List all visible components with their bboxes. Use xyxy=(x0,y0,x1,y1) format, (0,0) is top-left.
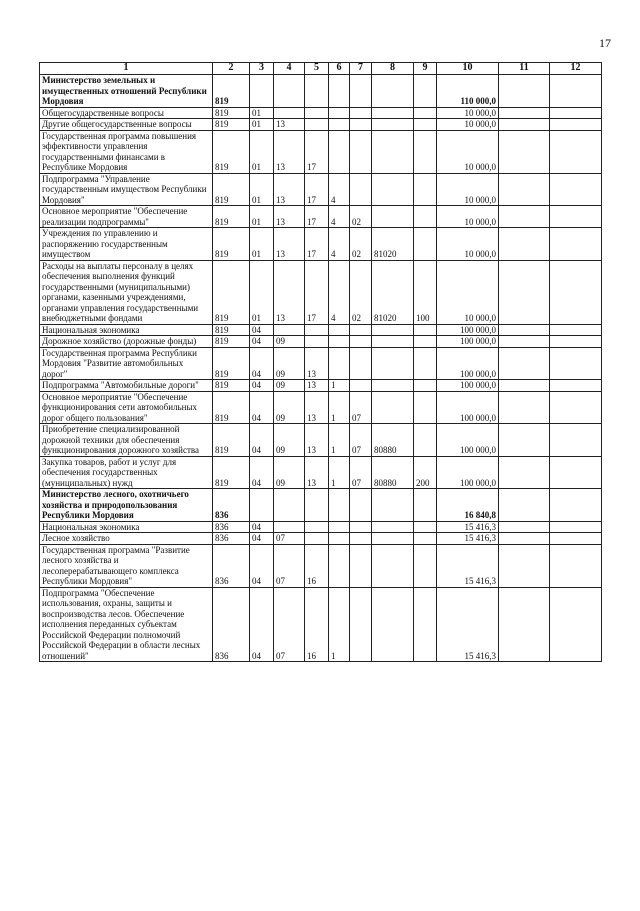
code-cell: 13 xyxy=(305,391,329,424)
code-cell xyxy=(274,107,305,119)
amount-cell: 100 000,0 xyxy=(437,424,499,457)
code-cell: 1 xyxy=(329,391,350,424)
code-cell xyxy=(372,206,414,228)
code-cell xyxy=(329,347,350,380)
code-cell: 04 xyxy=(250,336,274,348)
table-row xyxy=(40,206,602,228)
row-name-cell: Государственная программа "Развитие лесного хозяйства и лесоперерабатывающего комплекса Республики Мордовия" xyxy=(40,544,213,587)
code-cell: 1 xyxy=(329,456,350,489)
code-cell xyxy=(372,587,414,662)
code-cell xyxy=(305,489,329,522)
code-cell: 819 xyxy=(213,347,250,380)
code-cell xyxy=(350,533,372,545)
table-row xyxy=(40,324,602,336)
code-cell xyxy=(372,119,414,131)
code-cell xyxy=(499,75,550,108)
code-cell: 1 xyxy=(329,380,350,392)
code-cell: 13 xyxy=(305,347,329,380)
code-cell: 07 xyxy=(350,456,372,489)
code-cell xyxy=(350,336,372,348)
code-cell xyxy=(274,324,305,336)
table-row xyxy=(40,380,602,392)
code-cell: 1 xyxy=(329,587,350,662)
amount-cell: 10 000,0 xyxy=(437,260,499,324)
column-header: 10 xyxy=(437,63,499,75)
code-cell xyxy=(350,521,372,533)
code-cell: 01 xyxy=(250,173,274,206)
column-header: 6 xyxy=(329,63,350,75)
table-row xyxy=(40,489,602,522)
amount-cell: 15 416,3 xyxy=(437,544,499,587)
code-cell xyxy=(372,324,414,336)
code-cell xyxy=(350,587,372,662)
code-cell xyxy=(499,544,550,587)
amount-cell: 15 416,3 xyxy=(437,521,499,533)
code-cell xyxy=(550,533,602,545)
amount-cell: 100 000,0 xyxy=(437,391,499,424)
code-cell xyxy=(499,336,550,348)
code-cell xyxy=(329,521,350,533)
code-cell: 836 xyxy=(213,587,250,662)
code-cell xyxy=(550,324,602,336)
code-cell: 819 xyxy=(213,324,250,336)
code-cell: 01 xyxy=(250,119,274,131)
row-name-cell: Основное мероприятие "Обеспечение реализации подпрограммы" xyxy=(40,206,213,228)
code-cell xyxy=(350,107,372,119)
row-name-cell: Подпрограмма "Автомобильные дороги" xyxy=(40,380,213,392)
row-name-cell: Общегосударственные вопросы xyxy=(40,107,213,119)
code-cell xyxy=(550,173,602,206)
amount-cell: 10 000,0 xyxy=(437,228,499,261)
code-cell: 09 xyxy=(274,424,305,457)
code-cell xyxy=(414,587,437,662)
code-cell xyxy=(499,260,550,324)
code-cell xyxy=(499,587,550,662)
code-cell xyxy=(550,347,602,380)
code-cell xyxy=(550,544,602,587)
code-cell xyxy=(329,324,350,336)
code-cell xyxy=(499,391,550,424)
amount-cell: 15 416,3 xyxy=(437,587,499,662)
code-cell xyxy=(274,75,305,108)
page-number: 17 xyxy=(599,36,611,50)
code-cell xyxy=(499,107,550,119)
code-cell: 13 xyxy=(305,456,329,489)
code-cell xyxy=(499,206,550,228)
code-cell: 13 xyxy=(274,206,305,228)
amount-cell: 15 416,3 xyxy=(437,533,499,545)
code-cell xyxy=(305,336,329,348)
amount-cell: 10 000,0 xyxy=(437,130,499,173)
code-cell xyxy=(414,119,437,131)
code-cell xyxy=(414,228,437,261)
table-row xyxy=(40,533,602,545)
code-cell xyxy=(550,489,602,522)
row-name-cell: Другие общегосударственные вопросы xyxy=(40,119,213,131)
code-cell: 01 xyxy=(250,260,274,324)
amount-cell: 16 840,8 xyxy=(437,489,499,522)
code-cell xyxy=(329,544,350,587)
code-cell: 819 xyxy=(213,391,250,424)
table-row xyxy=(40,130,602,173)
code-cell xyxy=(329,119,350,131)
code-cell xyxy=(350,130,372,173)
budget-table xyxy=(39,62,602,662)
code-cell xyxy=(499,173,550,206)
code-cell: 01 xyxy=(250,130,274,173)
code-cell xyxy=(499,521,550,533)
code-cell xyxy=(372,173,414,206)
table-row xyxy=(40,119,602,131)
code-cell xyxy=(414,173,437,206)
code-cell: 819 xyxy=(213,424,250,457)
code-cell: 819 xyxy=(213,456,250,489)
code-cell xyxy=(499,489,550,522)
code-cell xyxy=(550,521,602,533)
code-cell: 1 xyxy=(329,424,350,457)
row-name-cell: Лесное хозяйство xyxy=(40,533,213,545)
code-cell xyxy=(350,119,372,131)
amount-cell: 110 000,0 xyxy=(437,75,499,108)
table-row xyxy=(40,424,602,457)
code-cell xyxy=(414,533,437,545)
code-cell: 200 xyxy=(414,456,437,489)
code-cell xyxy=(305,119,329,131)
table-row xyxy=(40,521,602,533)
code-cell xyxy=(414,347,437,380)
row-name-cell: Основное мероприятие "Обеспечение функционирования сети автомобильных дорог общего пользования" xyxy=(40,391,213,424)
code-cell: 819 xyxy=(213,336,250,348)
code-cell: 819 xyxy=(213,107,250,119)
code-cell: 13 xyxy=(274,228,305,261)
code-cell xyxy=(550,587,602,662)
code-cell xyxy=(372,391,414,424)
code-cell: 01 xyxy=(250,206,274,228)
code-cell: 17 xyxy=(305,206,329,228)
row-name-cell: Министерство земельных и имущественных отношений Республики Мордовия xyxy=(40,75,213,108)
table-header-row xyxy=(40,63,602,75)
amount-cell: 100 000,0 xyxy=(437,347,499,380)
code-cell: 02 xyxy=(350,228,372,261)
code-cell: 4 xyxy=(329,173,350,206)
code-cell xyxy=(372,544,414,587)
table-row xyxy=(40,75,602,108)
code-cell xyxy=(499,228,550,261)
code-cell xyxy=(350,544,372,587)
code-cell xyxy=(550,380,602,392)
code-cell xyxy=(250,75,274,108)
column-header: 2 xyxy=(213,63,250,75)
code-cell xyxy=(414,521,437,533)
code-cell xyxy=(550,130,602,173)
code-cell xyxy=(550,424,602,457)
code-cell xyxy=(350,489,372,522)
code-cell xyxy=(305,521,329,533)
amount-cell: 100 000,0 xyxy=(437,336,499,348)
code-cell xyxy=(350,380,372,392)
code-cell xyxy=(350,324,372,336)
code-cell xyxy=(550,206,602,228)
code-cell: 81020 xyxy=(372,228,414,261)
code-cell xyxy=(305,324,329,336)
row-name-cell: Национальная экономика xyxy=(40,521,213,533)
code-cell: 80880 xyxy=(372,424,414,457)
code-cell xyxy=(329,533,350,545)
code-cell xyxy=(550,456,602,489)
column-header: 9 xyxy=(414,63,437,75)
code-cell xyxy=(329,489,350,522)
amount-cell: 100 000,0 xyxy=(437,456,499,489)
column-header: 5 xyxy=(305,63,329,75)
code-cell xyxy=(329,75,350,108)
code-cell: 09 xyxy=(274,336,305,348)
code-cell xyxy=(372,336,414,348)
code-cell: 13 xyxy=(274,173,305,206)
code-cell: 04 xyxy=(250,521,274,533)
code-cell xyxy=(414,424,437,457)
code-cell xyxy=(372,347,414,380)
code-cell xyxy=(329,130,350,173)
code-cell xyxy=(414,544,437,587)
code-cell: 07 xyxy=(350,391,372,424)
row-name-cell: Закупка товаров, работ и услуг для обеспечения государственных (муниципальных) нужд xyxy=(40,456,213,489)
code-cell xyxy=(414,336,437,348)
column-header: 7 xyxy=(350,63,372,75)
table-row xyxy=(40,107,602,119)
code-cell xyxy=(372,75,414,108)
code-cell: 09 xyxy=(274,380,305,392)
code-cell xyxy=(499,533,550,545)
code-cell xyxy=(414,391,437,424)
row-name-cell: Подпрограмма "Управление государственным имуществом Республики Мордовия" xyxy=(40,173,213,206)
code-cell xyxy=(350,173,372,206)
code-cell: 04 xyxy=(250,587,274,662)
code-cell: 836 xyxy=(213,521,250,533)
code-cell: 04 xyxy=(250,347,274,380)
code-cell xyxy=(499,347,550,380)
amount-cell: 10 000,0 xyxy=(437,206,499,228)
code-cell xyxy=(550,107,602,119)
code-cell: 836 xyxy=(213,544,250,587)
table-row xyxy=(40,587,602,662)
code-cell xyxy=(372,107,414,119)
code-cell: 819 xyxy=(213,75,250,108)
code-cell: 836 xyxy=(213,533,250,545)
table-row xyxy=(40,391,602,424)
code-cell xyxy=(550,119,602,131)
amount-cell: 100 000,0 xyxy=(437,380,499,392)
code-cell xyxy=(329,107,350,119)
table-body xyxy=(40,75,602,662)
code-cell xyxy=(499,424,550,457)
code-cell: 07 xyxy=(274,587,305,662)
code-cell: 02 xyxy=(350,260,372,324)
code-cell: 81020 xyxy=(372,260,414,324)
code-cell xyxy=(499,119,550,131)
row-name-cell: Дорожное хозяйство (дорожные фонды) xyxy=(40,336,213,348)
code-cell: 819 xyxy=(213,130,250,173)
table-row xyxy=(40,228,602,261)
code-cell xyxy=(274,489,305,522)
code-cell xyxy=(305,107,329,119)
code-cell: 819 xyxy=(213,119,250,131)
table-row xyxy=(40,173,602,206)
row-name-cell: Приобретение специализированной дорожной техники для обеспечения функционирования дорожного хозяйства xyxy=(40,424,213,457)
column-header: 12 xyxy=(550,63,602,75)
code-cell: 13 xyxy=(274,260,305,324)
code-cell: 16 xyxy=(305,587,329,662)
code-cell xyxy=(550,391,602,424)
code-cell: 04 xyxy=(250,424,274,457)
code-cell: 836 xyxy=(213,489,250,522)
code-cell xyxy=(350,75,372,108)
code-cell xyxy=(499,380,550,392)
code-cell: 17 xyxy=(305,228,329,261)
code-cell: 01 xyxy=(250,107,274,119)
column-header: 1 xyxy=(40,63,213,75)
code-cell xyxy=(372,521,414,533)
code-cell xyxy=(250,489,274,522)
amount-cell: 10 000,0 xyxy=(437,173,499,206)
table-row xyxy=(40,456,602,489)
code-cell: 819 xyxy=(213,380,250,392)
row-name-cell: Государственная программа повышения эффективности управления государственными финансами в Республике Мордовия xyxy=(40,130,213,173)
code-cell xyxy=(372,130,414,173)
code-cell xyxy=(414,489,437,522)
code-cell: 4 xyxy=(329,228,350,261)
column-header: 8 xyxy=(372,63,414,75)
code-cell xyxy=(414,107,437,119)
code-cell xyxy=(305,75,329,108)
code-cell: 17 xyxy=(305,260,329,324)
code-cell: 100 xyxy=(414,260,437,324)
code-cell xyxy=(499,456,550,489)
code-cell: 819 xyxy=(213,206,250,228)
code-cell xyxy=(550,75,602,108)
table-row xyxy=(40,347,602,380)
code-cell: 13 xyxy=(274,130,305,173)
code-cell: 04 xyxy=(250,544,274,587)
code-cell xyxy=(372,489,414,522)
code-cell: 04 xyxy=(250,456,274,489)
code-cell: 09 xyxy=(274,391,305,424)
code-cell: 04 xyxy=(250,391,274,424)
code-cell: 13 xyxy=(305,424,329,457)
table-row xyxy=(40,336,602,348)
code-cell xyxy=(305,533,329,545)
code-cell: 819 xyxy=(213,173,250,206)
row-name-cell: Национальная экономика xyxy=(40,324,213,336)
amount-cell: 10 000,0 xyxy=(437,119,499,131)
row-name-cell: Расходы на выплаты персоналу в целях обеспечения выполнения функций государственными (муниципальными) органами, казенными учреждениями, органами управления государственными внебюджетными фондами xyxy=(40,260,213,324)
code-cell: 17 xyxy=(305,173,329,206)
code-cell: 4 xyxy=(329,206,350,228)
code-cell xyxy=(550,336,602,348)
code-cell xyxy=(350,347,372,380)
code-cell xyxy=(414,206,437,228)
code-cell: 04 xyxy=(250,380,274,392)
row-name-cell: Министерство лесного, охотничьего хозяйства и природопользования Республики Мордовия xyxy=(40,489,213,522)
code-cell: 07 xyxy=(274,544,305,587)
code-cell: 09 xyxy=(274,347,305,380)
row-name-cell: Государственная программа Республики Мордовия "Развитие автомобильных дорог" xyxy=(40,347,213,380)
code-cell xyxy=(550,260,602,324)
column-header: 4 xyxy=(274,63,305,75)
column-header: 11 xyxy=(499,63,550,75)
amount-cell: 10 000,0 xyxy=(437,107,499,119)
code-cell: 07 xyxy=(350,424,372,457)
code-cell: 09 xyxy=(274,456,305,489)
amount-cell: 100 000,0 xyxy=(437,324,499,336)
code-cell xyxy=(550,228,602,261)
row-name-cell: Подпрограмма "Обеспечение использования, охраны, защиты и воспроизводства лесов. Обеспечение исполнения переданных субъектам Российской Федерации полномочий Российской Федерации в области лесных отношений" xyxy=(40,587,213,662)
code-cell xyxy=(372,533,414,545)
code-cell xyxy=(414,130,437,173)
column-header: 3 xyxy=(250,63,274,75)
code-cell: 13 xyxy=(305,380,329,392)
code-cell xyxy=(414,324,437,336)
code-cell: 13 xyxy=(274,119,305,131)
code-cell: 07 xyxy=(274,533,305,545)
code-cell: 02 xyxy=(350,206,372,228)
table-row xyxy=(40,260,602,324)
code-cell: 819 xyxy=(213,228,250,261)
code-cell xyxy=(274,521,305,533)
table-row xyxy=(40,544,602,587)
code-cell xyxy=(372,380,414,392)
code-cell: 4 xyxy=(329,260,350,324)
code-cell xyxy=(414,75,437,108)
row-name-cell: Учреждения по управлению и распоряжению государственным имуществом xyxy=(40,228,213,261)
code-cell: 80880 xyxy=(372,456,414,489)
code-cell: 04 xyxy=(250,533,274,545)
code-cell xyxy=(329,336,350,348)
code-cell xyxy=(499,130,550,173)
code-cell xyxy=(414,380,437,392)
code-cell xyxy=(499,324,550,336)
code-cell: 01 xyxy=(250,228,274,261)
code-cell: 17 xyxy=(305,130,329,173)
code-cell: 16 xyxy=(305,544,329,587)
code-cell: 819 xyxy=(213,260,250,324)
code-cell: 04 xyxy=(250,324,274,336)
